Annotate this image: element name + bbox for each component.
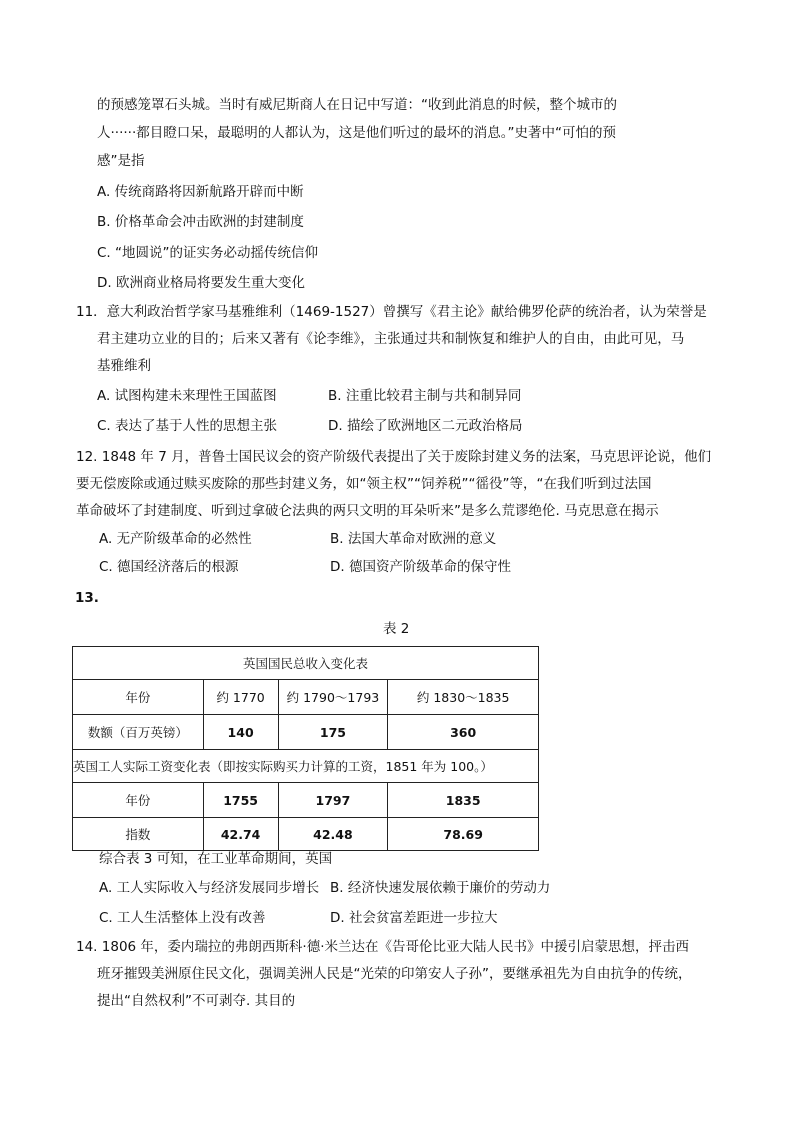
table2-cell: 42.74 (203, 818, 278, 851)
table1-cell: 数额（百万英镑） (73, 715, 204, 750)
q13-option-d: D. 社会贫富差距进一步拉大 (330, 910, 498, 926)
q11-option-d: D. 描绘了欧洲地区二元政治格局 (328, 418, 523, 434)
q10-option-d: D. 欧洲商业格局将要发生重大变化 (97, 275, 305, 291)
table2-cell: 78.69 (388, 818, 539, 851)
q12-line-1: 12. 1848 年 7 月，普鲁士国民议会的资产阶级代表提出了关于废除封建义务的法案，马克思评论说，他们 (76, 449, 712, 465)
table2-header-cell: 1797 (278, 783, 388, 818)
q13-option-b: B. 经济快速发展依赖于廉价的劳动力 (330, 880, 551, 896)
q11-option-a: A. 试图构建未来理性王国蓝图 (97, 388, 277, 404)
table-caption: 表 2 (383, 621, 410, 637)
income-wage-table (72, 646, 539, 851)
q12-option-b: B. 法国大革命对欧洲的意义 (330, 531, 497, 547)
q10-line-1: 的预感笼罩石头城。当时有威尼斯商人在日记中写道：“收到此消息的时候，整个城市的 (97, 97, 617, 113)
q14-line-1: 14. 1806 年，委内瑞拉的弗朗西斯科·德·米兰达在《告哥伦比亚大陆人民书》中援引启蒙思想，抨击西 (76, 939, 689, 955)
q12-option-c: C. 德国经济落后的根源 (99, 559, 239, 575)
table1-header-cell: 约 1770 (203, 680, 278, 715)
table2-header-cell: 1755 (203, 783, 278, 818)
q11-line-1: 11．意大利政治哲学家马基雅维利（1469-1527）曾撰写《君主论》献给佛罗伦萨的统治者，认为荣誉是 (76, 304, 707, 320)
q14-line-3: 提出“自然权利”不可剥夺. 其目的 (97, 993, 296, 1009)
table1-header-cell: 约 1830～1835 (388, 680, 539, 715)
q13-option-c: C. 工人生活整体上没有改善 (99, 910, 266, 926)
q10-line-2: 人······都目瞪口呆，最聪明的人都认为，这是他们听过的最坏的消息。”史著中“可怕的预 (97, 125, 616, 141)
q10-line-3: 感”是指 (97, 153, 145, 169)
q11-line-3: 基雅维利 (97, 358, 151, 374)
table1-cell: 175 (278, 715, 388, 750)
table1-title: 英国国民总收入变化表 (73, 647, 539, 680)
q13-number: 13. (75, 590, 99, 606)
table2-cell: 指数 (73, 818, 204, 851)
table2-title: 英国工人实际工资变化表（即按实际购买力计算的工资，1851 年为 100。） (73, 750, 539, 783)
q12-option-d: D. 德国资产阶级革命的保守性 (330, 559, 511, 575)
table1-cell: 140 (203, 715, 278, 750)
q11-line-2: 君主建功立业的目的；后来又著有《论李维》，主张通过共和制恢复和维护人的自由，由此可见，马 (97, 331, 685, 347)
q14-line-2: 班牙摧毁美洲原住民文化，强调美洲人民是“光荣的印第安人子孙”，要继承祖先为自由抗争的传统， (97, 966, 692, 982)
q12-line-2: 要无偿废除或通过赎买废除的那些封建义务，如“领主权”“饲养税”“徭役”等，“在我们听到过法国 (76, 476, 652, 492)
q10-option-c: C. “地圆说”的证实务必动摇传统信仰 (97, 245, 318, 261)
table2-header-cell: 1835 (388, 783, 539, 818)
table1-header-cell: 约 1790～1793 (278, 680, 388, 715)
q13-option-a: A. 工人实际收入与经济发展同步增长 (99, 880, 320, 896)
q12-line-3: 革命破坏了封建制度、听到过拿破仑法典的两只文明的耳朵听来”是多么荒谬绝伦. 马克思意在揭示 (76, 503, 659, 519)
q11-option-b: B. 注重比较君主制与共和制异同 (328, 388, 522, 404)
q10-option-a: A. 传统商路将因新航路开辟而中断 (97, 184, 304, 200)
table1-header-cell: 年份 (73, 680, 204, 715)
table2-header-cell: 年份 (73, 783, 204, 818)
table2-cell: 42.48 (278, 818, 388, 851)
q11-option-c: C. 表达了基于人性的思想主张 (97, 418, 278, 434)
q10-option-b: B. 价格革命会冲击欧洲的封建制度 (97, 214, 304, 230)
q12-option-a: A. 无产阶级革命的必然性 (99, 531, 252, 547)
table1-cell: 360 (388, 715, 539, 750)
q13-stem: 综合表 3 可知，在工业革命期间，英国 (99, 851, 333, 867)
